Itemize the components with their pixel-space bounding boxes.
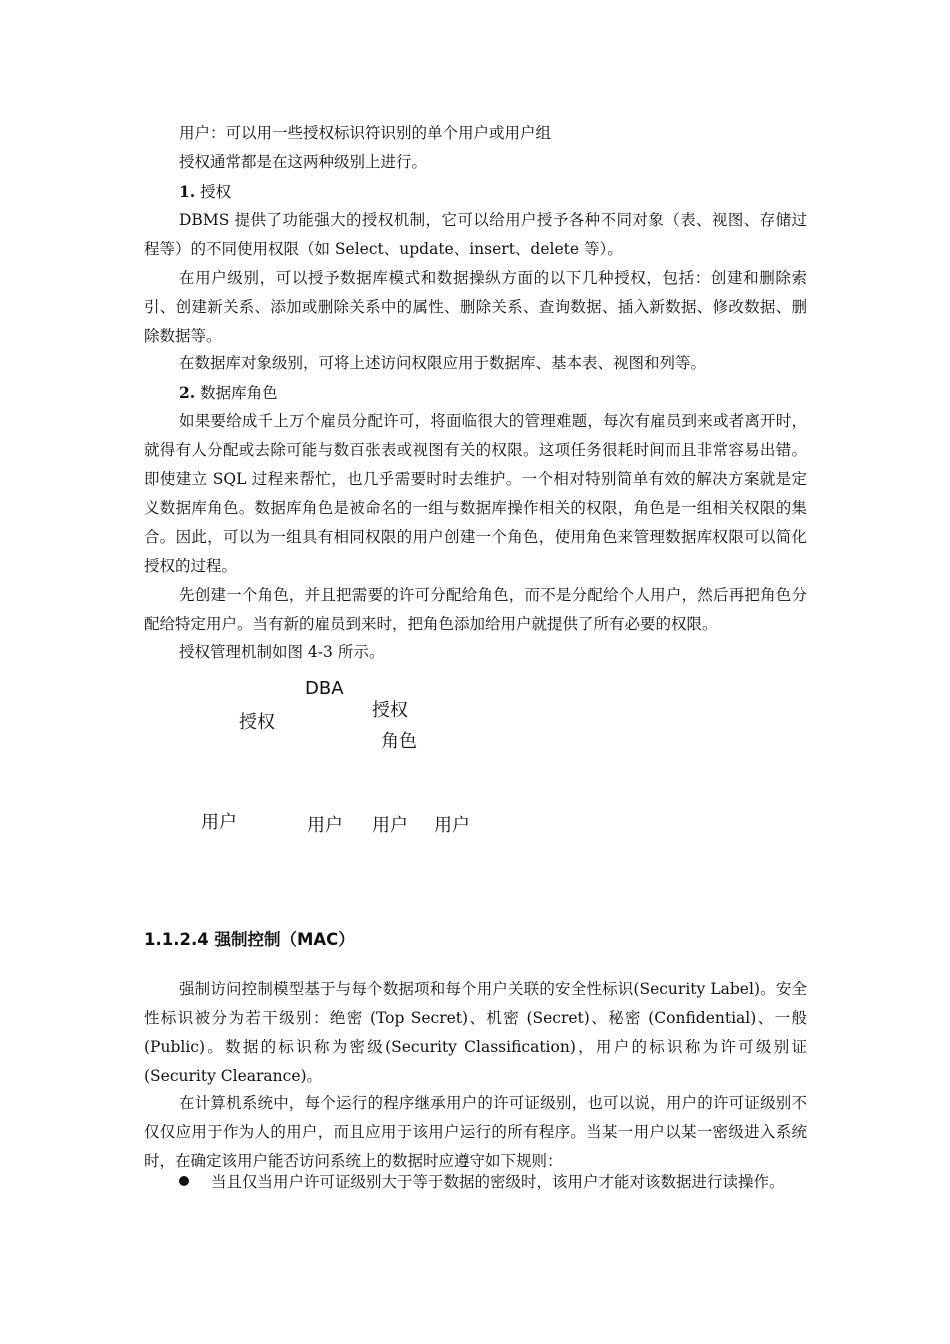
diagram-user-label: 用户 (201, 812, 237, 833)
paragraph-dbms-grant: DBMS 提供了功能强大的授权机制，它可以给用户授予各种不同对象（表、视图、存储过程等）的不同使用权限（如 Select、update、insert、delete 等）。 (144, 211, 807, 258)
paragraph-figure-reference: 授权管理机制如图 4-3 所示。 (179, 643, 385, 661)
bullet-icon (179, 1176, 189, 1186)
paragraph-users-definition: 用户：可以用一些授权标识符识别的单个用户或用户组 (179, 124, 552, 142)
paragraph-user-level: 在用户级别，可以授予数据库模式和数据操纵方面的以下几种授权，包括：创建和删除索引、创建新关系、添加或删除关系中的属性、删除关系、查询数据、插入新数据、修改数据、删除数据等。 (144, 269, 807, 345)
paragraph-mac-model: 强制访问控制模型基于与每个数据项和每个用户关联的安全性标识(Security Label)。安全性标识被分为若干级别：绝密 (Top Secret)、机密 (Secret)、秘密 (Confidential)、一般(Public)。数据的标识称为密级(Security Classification)，用户的标识称为许可级别证(Security Clearance)。 (144, 980, 807, 1085)
subsection-number: 1. (179, 182, 196, 201)
diagram-grant-label-left: 授权 (239, 712, 275, 733)
section-heading-mac: 1.1.2.4 强制控制（MAC） (144, 930, 355, 949)
bullet-item (144, 1168, 807, 1197)
paragraph-object-level: 在数据库对象级别，可将上述访问权限应用于数据库、基本表、视图和列等。 (179, 354, 707, 372)
paragraph-mac-rules: 在计算机系统中，每个运行的程序继承用户的许可证级别，也可以说，用户的许可证级别不仅仅应用于作为人的用户，而且应用于该用户运行的所有程序。当某一用户以某一密级进入系统时，在确定该用户能否访问系统上的数据时应遵守如下规则： (144, 1094, 807, 1170)
paragraph-role-assignment: 先创建一个角色，并且把需要的许可分配给角色，而不是分配给个人用户，然后再把角色分配给特定用户。当有新的雇员到来时，把角色添加给用户就提供了所有必要的权限。 (144, 586, 807, 633)
diagram-role-label: 角色 (381, 731, 417, 752)
diagram-user-label: 用户 (434, 815, 470, 836)
paragraph-grant-levels: 授权通常都是在这两种级别上进行。 (179, 153, 428, 171)
subsection-title: 授权 (200, 183, 232, 201)
subsection-title: 数据库角色 (200, 384, 278, 402)
subsection-number: 2. (179, 383, 196, 402)
bullet-text: 当且仅当用户许可证级别大于等于数据的密级时，该用户才能对该数据进行读操作。 (211, 1173, 785, 1191)
diagram-grant-label-right: 授权 (372, 700, 408, 721)
diagram-user-label: 用户 (307, 815, 343, 836)
diagram-dba-label: DBA (305, 678, 344, 699)
diagram-user-label: 用户 (372, 815, 408, 836)
paragraph-role-motivation: 如果要给成千上万个雇员分配许可，将面临很大的管理难题，每次有雇员到来或者离开时，就得有人分配或去除可能与数百张表或视图有关的权限。这项任务很耗时间而且非常容易出错。即使建立 SQL 过程来帮忙，也几乎需要时时去维护。一个相对特别简单有效的解决方案就是定义数据库角色。数据库角色是被命名的一组与数据库操作相关的权限，角色是一组相关权限的集合。因此，可以为一组具有相同权限的用户创建一个角色，使用角色来管理数据库权限可以简化授权的过程。 (144, 412, 807, 575)
subsection-role-heading (144, 378, 807, 408)
subsection-grant-heading (144, 177, 807, 207)
